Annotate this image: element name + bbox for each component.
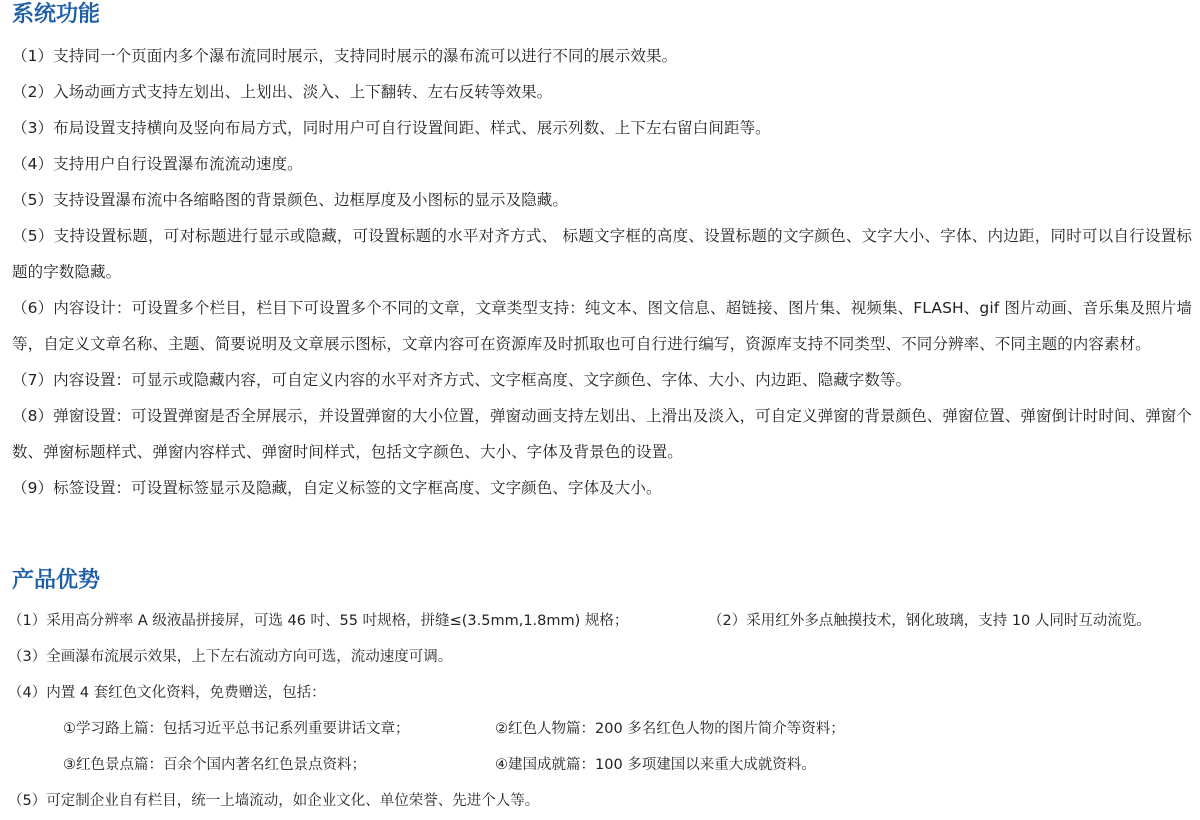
advantage-sub-row <box>8 747 1194 783</box>
advantage-item: （5）可定制企业自有栏目，统一上墙流动，如企业文化、单位荣誉、先进个人等。 <box>8 793 540 809</box>
advantage-sub-item: ①学习路上篇：包括习近平总书记系列重要讲话文章； <box>63 721 410 737</box>
advantage-item: （4）内置 4 套红色文化资料，免费赠送，包括： <box>8 685 326 701</box>
section-title-system-features: 系统功能 <box>12 2 101 27</box>
feature-item: （6）内容设计：可设置多个栏目，栏目下可设置多个不同的文章，文章类型支持：纯文本、图文信息、超链接、图片集、视频集、FLASH、gif 图片动画、音乐集及照片墙等，自定义文章名称、主题、简要说明及文章展示图标，文章内容可在资源库及时抓取也可自行进行编写，资源库支持不同类型、不同分辨率、不同主题的内容素材。 <box>12 299 1192 353</box>
advantage-item: （2）采用红外多点触摸技术，钢化玻璃，支持 10 人同时互动流览。 <box>708 613 1151 629</box>
advantage-list <box>8 603 1194 819</box>
advantage-item: （1）采用高分辨率 A 级液晶拼接屏，可选 46 吋、55 吋规格，拼缝≤(3.5mm,1.8mm) 规格； <box>8 613 629 629</box>
feature-item: （5）支持设置瀑布流中各缩略图的背景颜色、边框厚度及小图标的显示及隐藏。 <box>12 191 568 209</box>
advantage-sub-row <box>8 711 1194 747</box>
feature-item: （9）标签设置：可设置标签显示及隐藏，自定义标签的文字框高度、文字颜色、字体及大小。 <box>12 479 662 497</box>
section-title-product-advantages: 产品优势 <box>12 568 101 593</box>
feature-item: （2）入场动画方式支持左划出、上划出、淡入、上下翻转、左右反转等效果。 <box>12 83 553 101</box>
advantage-item: （3）全画瀑布流展示效果，上下左右流动方向可选，流动速度可调。 <box>8 649 453 665</box>
advantage-sub-item: ②红色人物篇：200 多名红色人物的图片简介等资料； <box>495 721 845 737</box>
advantage-sub-item: ④建国成就篇：100 多项建国以来重大成就资料。 <box>495 757 816 773</box>
advantage-sub-item: ③红色景点篇：百余个国内著名红色景点资料； <box>63 757 366 773</box>
feature-item: （8）弹窗设置：可设置弹窗是否全屏展示，并设置弹窗的大小位置，弹窗动画支持左划出、上滑出及淡入，可自定义弹窗的背景颜色、弹窗位置、弹窗倒计时时间、弹窗个数、弹窗标题样式、弹窗内容样式、弹窗时间样式，包括文字颜色、大小、字体及背景色的设置。 <box>12 407 1192 461</box>
feature-list <box>12 38 1192 506</box>
feature-item: （5）支持设置标题，可对标题进行显示或隐藏，可设置标题的水平对齐方式、 标题文字框的高度、设置标题的文字颜色、文字大小、字体、内边距，同时可以自行设置标题的字数隐藏。 <box>12 227 1192 281</box>
feature-item: （7）内容设置：可显示或隐藏内容，可自定义内容的水平对齐方式、文字框高度、文字颜色、字体、大小、内边距、隐藏字数等。 <box>12 371 912 389</box>
advantage-row <box>8 603 1194 639</box>
feature-item: （4）支持用户自行设置瀑布流流动速度。 <box>12 155 303 173</box>
feature-item: （1）支持同一个页面内多个瀑布流同时展示，支持同时展示的瀑布流可以进行不同的展示效果。 <box>12 47 678 65</box>
feature-item: （3）布局设置支持横向及竖向布局方式，同时用户可自行设置间距、样式、展示列数、上下左右留白间距等。 <box>12 119 771 137</box>
